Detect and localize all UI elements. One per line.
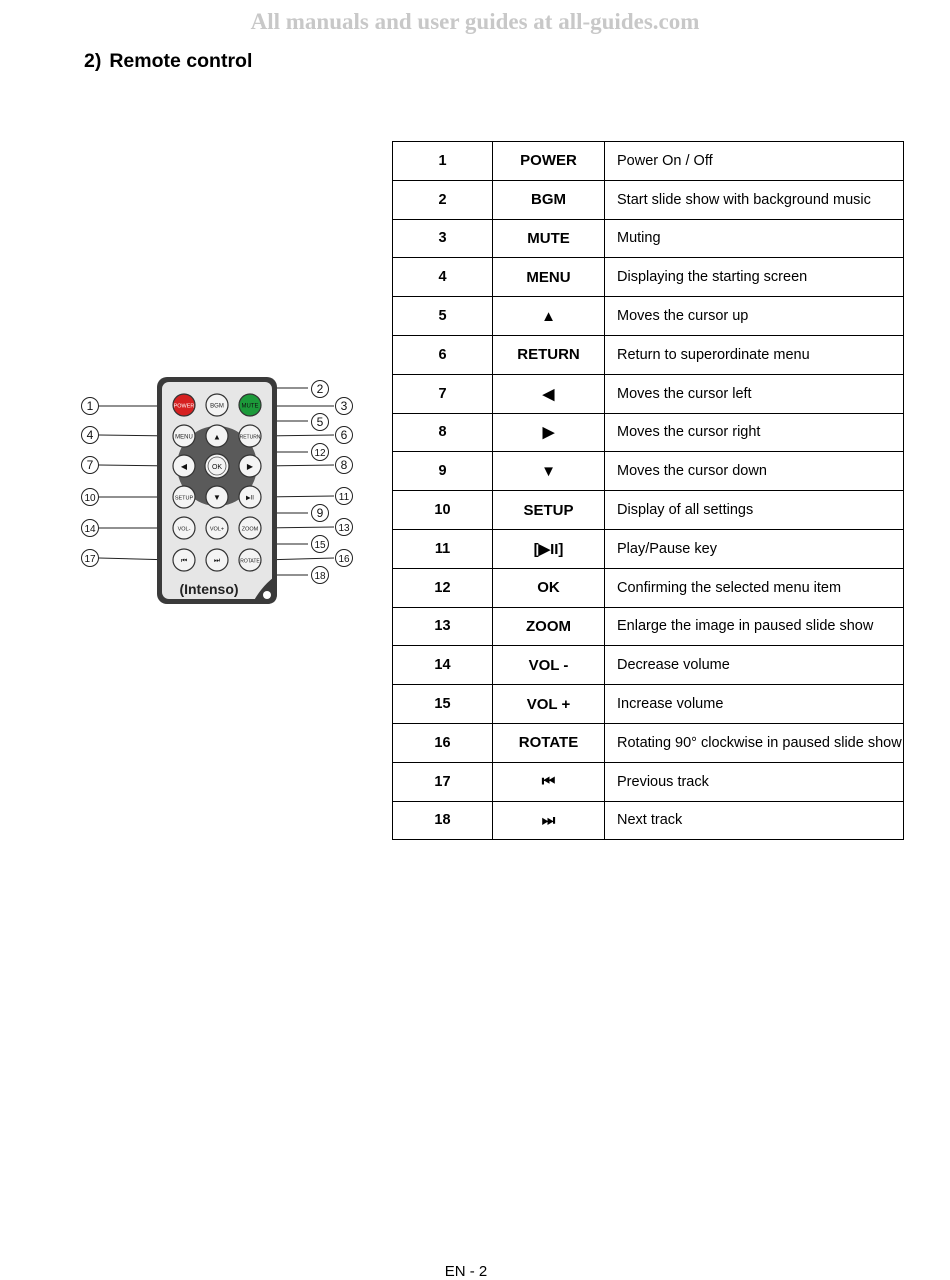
svg-text:MUTE: MUTE <box>241 403 259 410</box>
svg-text:1: 1 <box>86 399 94 413</box>
row-number: 8 <box>393 413 493 452</box>
svg-text:⏮: ⏮ <box>180 557 188 565</box>
right-button[interactable] <box>239 455 261 477</box>
section-number: 2) <box>84 50 102 72</box>
function-description: Enlarge the image in paused slide show <box>605 607 904 646</box>
callout-13 <box>336 519 353 536</box>
table-row <box>393 685 904 724</box>
row-number: 2 <box>393 180 493 219</box>
callout-9 <box>312 505 329 522</box>
down-button[interactable] <box>206 486 228 508</box>
table-row <box>393 762 904 801</box>
svg-text:13: 13 <box>338 523 350 534</box>
svg-text:2: 2 <box>316 382 324 396</box>
svg-text:POWER: POWER <box>173 403 195 410</box>
setup-button[interactable] <box>173 486 195 508</box>
section-title: Remote control <box>109 50 253 72</box>
row-number: 9 <box>393 452 493 491</box>
table-row <box>393 452 904 491</box>
bgm-button[interactable] <box>206 394 228 416</box>
function-description: Play/Pause key <box>605 529 904 568</box>
button-key: ▶ <box>493 413 605 452</box>
row-number: 3 <box>393 219 493 258</box>
function-description: Decrease volume <box>605 646 904 685</box>
function-description: Return to superordinate menu <box>605 335 904 374</box>
svg-text:▶II: ▶II <box>246 495 254 502</box>
row-number: 6 <box>393 335 493 374</box>
svg-text:ROTATE: ROTATE <box>240 558 260 565</box>
row-number: 15 <box>393 685 493 724</box>
power-button[interactable] <box>173 394 195 416</box>
callout-8 <box>336 457 353 474</box>
previous-track-button[interactable] <box>173 549 195 571</box>
button-key: ROTATE <box>493 723 605 762</box>
table-row <box>393 529 904 568</box>
row-number: 4 <box>393 258 493 297</box>
svg-text:OK: OK <box>211 464 223 471</box>
ir-led <box>263 591 271 599</box>
svg-text:RETURN: RETURN <box>239 434 261 441</box>
callout-15 <box>312 536 329 553</box>
table-body <box>393 142 904 840</box>
function-description: Display of all settings <box>605 491 904 530</box>
callout-11 <box>336 488 353 505</box>
row-number: 5 <box>393 297 493 336</box>
svg-text:3: 3 <box>340 399 348 413</box>
function-description: Start slide show with background music <box>605 180 904 219</box>
return-button[interactable] <box>239 425 261 447</box>
row-number: 10 <box>393 491 493 530</box>
vol-minus-button[interactable] <box>173 517 195 539</box>
svg-text:14: 14 <box>84 524 96 535</box>
table-row <box>393 801 904 840</box>
table-row <box>393 413 904 452</box>
button-key: OK <box>493 568 605 607</box>
svg-text:⏭: ⏭ <box>213 557 221 565</box>
menu-button[interactable] <box>173 425 195 447</box>
function-description: Power On / Off <box>605 142 904 181</box>
button-key: ◀ <box>493 374 605 413</box>
svg-text:ZOOM: ZOOM <box>241 526 259 533</box>
callout-1 <box>82 398 99 415</box>
button-key: POWER <box>493 142 605 181</box>
row-number: 14 <box>393 646 493 685</box>
function-description: Moves the cursor right <box>605 413 904 452</box>
button-key: VOL + <box>493 685 605 724</box>
callout-17 <box>82 550 99 567</box>
row-number: 12 <box>393 568 493 607</box>
function-description: Muting <box>605 219 904 258</box>
ok-button[interactable] <box>205 454 229 478</box>
function-description: Confirming the selected menu item <box>605 568 904 607</box>
svg-text:4: 4 <box>86 428 94 442</box>
callout-5 <box>312 414 329 431</box>
button-key: MUTE <box>493 219 605 258</box>
button-key: BGM <box>493 180 605 219</box>
left-button[interactable] <box>173 455 195 477</box>
svg-text:BGM: BGM <box>210 403 224 410</box>
button-key: SETUP <box>493 491 605 530</box>
callout-12 <box>312 444 329 461</box>
svg-text:8: 8 <box>340 458 348 472</box>
button-key: ▲ <box>493 297 605 336</box>
callout-7 <box>82 457 99 474</box>
function-description: Previous track <box>605 762 904 801</box>
remote-control-illustration <box>72 370 372 610</box>
function-description: Moves the cursor left <box>605 374 904 413</box>
callout-2 <box>312 381 329 398</box>
function-description: Moves the cursor down <box>605 452 904 491</box>
callout-16 <box>336 550 353 567</box>
up-button[interactable] <box>206 425 228 447</box>
function-description: Increase volume <box>605 685 904 724</box>
page-number: EN - 2 <box>444 1263 488 1280</box>
svg-text:9: 9 <box>316 506 324 520</box>
svg-text:7: 7 <box>86 458 94 472</box>
svg-text:▲: ▲ <box>213 432 221 442</box>
svg-text:18: 18 <box>314 571 326 582</box>
svg-text:◀: ◀ <box>180 462 188 471</box>
svg-text:SETUP: SETUP <box>174 495 194 502</box>
section-heading <box>84 50 252 73</box>
rotate-button[interactable] <box>239 549 261 571</box>
svg-text:15: 15 <box>314 540 326 551</box>
table-row <box>393 219 904 258</box>
table-row <box>393 142 904 181</box>
table-row <box>393 258 904 297</box>
callout-3 <box>336 398 353 415</box>
svg-text:MENU: MENU <box>175 434 193 441</box>
callout-6 <box>336 427 353 444</box>
callout-14 <box>82 520 99 537</box>
row-number: 13 <box>393 607 493 646</box>
table-row <box>393 180 904 219</box>
svg-text:11: 11 <box>338 492 350 503</box>
callout-10 <box>82 489 99 506</box>
svg-text:10: 10 <box>84 493 96 504</box>
button-key: [▶II] <box>493 529 605 568</box>
svg-text:5: 5 <box>316 415 324 429</box>
button-key: ZOOM <box>493 607 605 646</box>
next-track-button[interactable] <box>206 549 228 571</box>
table-row <box>393 374 904 413</box>
callout-18 <box>312 567 329 584</box>
function-description: Moves the cursor up <box>605 297 904 336</box>
row-number: 7 <box>393 374 493 413</box>
zoom-button[interactable] <box>239 517 261 539</box>
button-key: ▼ <box>493 452 605 491</box>
table-row <box>393 607 904 646</box>
table-row <box>393 646 904 685</box>
svg-text:▶: ▶ <box>246 462 254 471</box>
function-description: Next track <box>605 801 904 840</box>
row-number: 11 <box>393 529 493 568</box>
function-description: Rotating 90° clockwise in paused slide show <box>605 723 904 762</box>
callout-4 <box>82 427 99 444</box>
function-description: Displaying the starting screen <box>605 258 904 297</box>
table-row <box>393 568 904 607</box>
table-row <box>393 297 904 336</box>
row-number: 17 <box>393 762 493 801</box>
play-pause-button[interactable] <box>239 486 261 508</box>
remote-brand-logo: (Intenso) <box>179 581 239 597</box>
remote-control-svg <box>72 370 372 610</box>
button-key: RETURN <box>493 335 605 374</box>
watermark: All manuals and user guides at all-guides.com <box>250 9 700 34</box>
svg-text:17: 17 <box>84 554 96 565</box>
button-key: ⏮ <box>493 762 605 801</box>
table-row <box>393 491 904 530</box>
row-number: 16 <box>393 723 493 762</box>
svg-text:VOL-: VOL- <box>177 526 191 533</box>
button-key: VOL - <box>493 646 605 685</box>
svg-text:▼: ▼ <box>213 493 221 502</box>
row-number: 18 <box>393 801 493 840</box>
svg-text:12: 12 <box>314 448 326 459</box>
button-key: MENU <box>493 258 605 297</box>
svg-text:VOL+: VOL+ <box>209 526 225 533</box>
button-key: ⏭ <box>493 801 605 840</box>
row-number: 1 <box>393 142 493 181</box>
mute-button[interactable] <box>239 394 261 416</box>
button-description-table <box>392 141 904 840</box>
table-row <box>393 723 904 762</box>
table-row <box>393 335 904 374</box>
svg-text:16: 16 <box>338 554 350 565</box>
svg-text:6: 6 <box>340 428 348 442</box>
vol-plus-button[interactable] <box>206 517 228 539</box>
